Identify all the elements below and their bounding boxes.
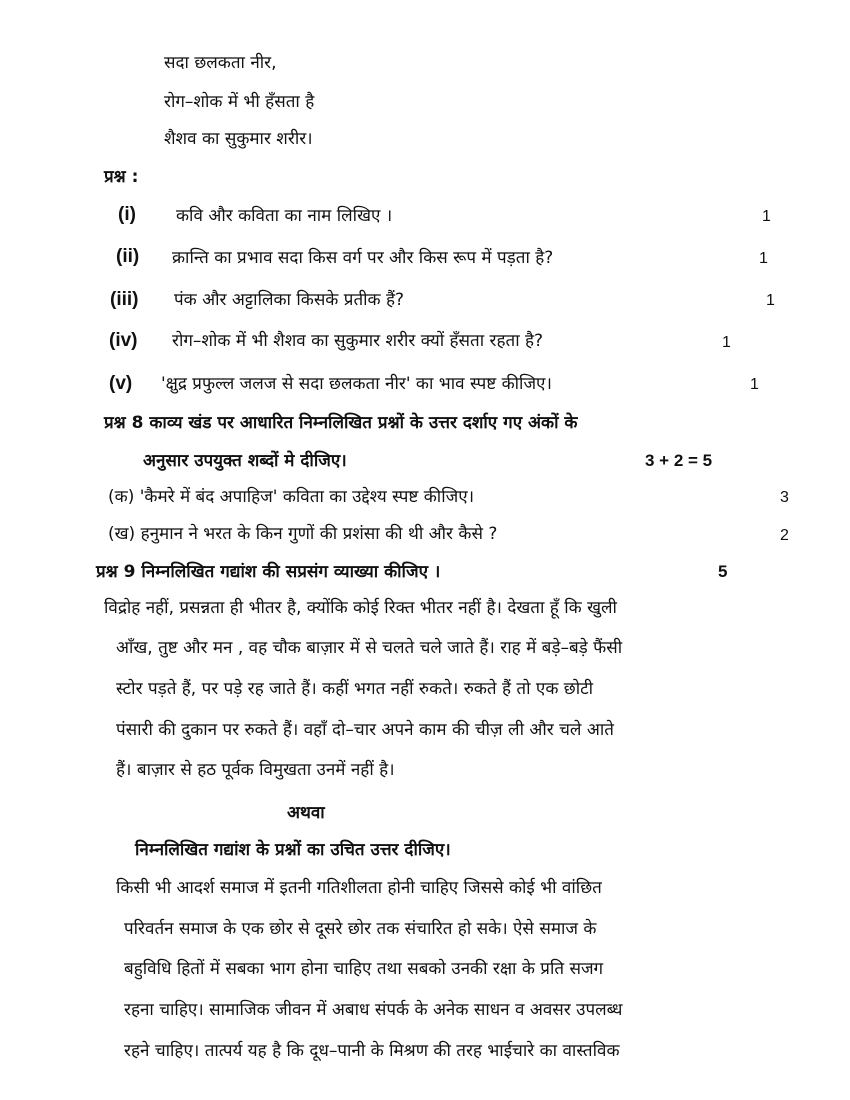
q9-marks: 5 (718, 562, 728, 581)
alt-passage-line: रहने चाहिए। तात्पर्य यह है कि दूध–पानी के मिश्रण की तरह भाईचारे का वास्तविक (124, 1041, 620, 1061)
question-number: (v) (109, 373, 133, 394)
poem-line: शैशव का सुकुमार शरीर। (164, 129, 313, 149)
alt-passage-line: रहना चाहिए। सामाजिक जीवन में अबाध संपर्क के अनेक साधन व अवसर उपलब्ध (124, 1000, 623, 1020)
question-number: (i) (118, 204, 136, 225)
q8-heading-cont: अनुसार उपयुक्त शब्दों मे दीजिए। (143, 451, 347, 471)
question-text: पंक और अट्टालिका किसके प्रतीक हैं? (174, 290, 405, 310)
alt-passage-line: किसी भी आदर्श समाज में इतनी गतिशीलता होनी चाहिए जिससे कोई भी वांछित (116, 878, 602, 898)
question-marks: 1 (750, 376, 759, 393)
question-marks: 1 (759, 250, 768, 267)
question-marks: 1 (766, 292, 775, 309)
q8-heading: प्रश्न 8 काव्य खंड पर आधारित निम्नलिखित प्रश्नों के उत्तर दर्शाए गए अंकों के (104, 413, 578, 433)
question-marks: 1 (722, 334, 731, 351)
question-text: रोग–शोक में भी शैशव का सुकुमार शरीर क्यों हँसता रहता है? (172, 331, 544, 351)
alt-heading: निम्नलिखित गद्यांश के प्रश्नों का उचित उत्तर दीजिए। (135, 840, 451, 860)
alt-passage-line: बहुविधि हितों में सबका भाग होना चाहिए तथा सबको उनकी रक्षा के प्रति सजग (124, 959, 604, 979)
q8-item-marks: 2 (780, 527, 789, 544)
q9-heading: प्रश्न 9 निम्नलिखित गद्यांश की सप्रसंग व्याख्या कीजिए । (96, 562, 441, 582)
question-text: क्रान्ति का प्रभाव सदा किस वर्ग पर और किस रूप में पड़ता है? (172, 248, 554, 268)
q8-item: (ख) हनुमान ने भरत के किन गुणों की प्रशंसा की थी और कैसे ? (108, 524, 498, 544)
q8-item-marks: 3 (780, 489, 789, 506)
passage-line: विद्रोह नहीं, प्रसन्नता ही भीतर है, क्योंकि कोई रिक्त भीतर नहीं है। देखता हूँ कि खुली (104, 598, 617, 618)
q8-item: (क) 'कैमरे में बंद अपाहिज' कविता का उद्देश्य स्पष्ट कीजिए। (108, 487, 475, 507)
poem-line: रोग–शोक में भी हँसता है (164, 92, 315, 112)
q8-total-marks: 3 + 2 = 5 (645, 451, 713, 470)
alt-passage-line: परिवर्तन समाज के एक छोर से दूसरे छोर तक संचारित हो सके। ऐसे समाज के (124, 919, 597, 939)
question-text: कवि और कविता का नाम लिखिए । (176, 206, 393, 226)
prashn-label: प्रश्न : (104, 167, 139, 187)
passage-line: स्टोर पड़ते हैं, पर पड़े रह जाते हैं। कहीं भगत नहीं रुकते। रुकते हैं तो एक छोटी (116, 679, 594, 699)
question-marks: 1 (762, 208, 771, 225)
poem-line: सदा छलकता नीर, (164, 53, 277, 73)
athva-label: अथवा (287, 803, 325, 823)
passage-line: हैं। बाज़ार से हठ पूर्वक विमुखता उनमें नहीं है। (116, 760, 395, 780)
passage-line: आँख, तुष्ट और मन , वह चौक बाज़ार में से चलते चले जाते हैं। राह में बड़े–बड़े फैंसी (116, 638, 623, 658)
passage-line: पंसारी की दुकान पर रुकते हैं। वहाँ दो–चार अपने काम की चीज़ ली और चले आते (116, 720, 614, 740)
question-number: (iv) (109, 330, 138, 351)
question-text: 'क्षुद्र प्रफुल्ल जलज से सदा छलकता नीर' का भाव स्पष्ट कीजिए। (161, 374, 552, 394)
question-number: (ii) (116, 246, 140, 267)
question-number: (iii) (110, 289, 139, 310)
